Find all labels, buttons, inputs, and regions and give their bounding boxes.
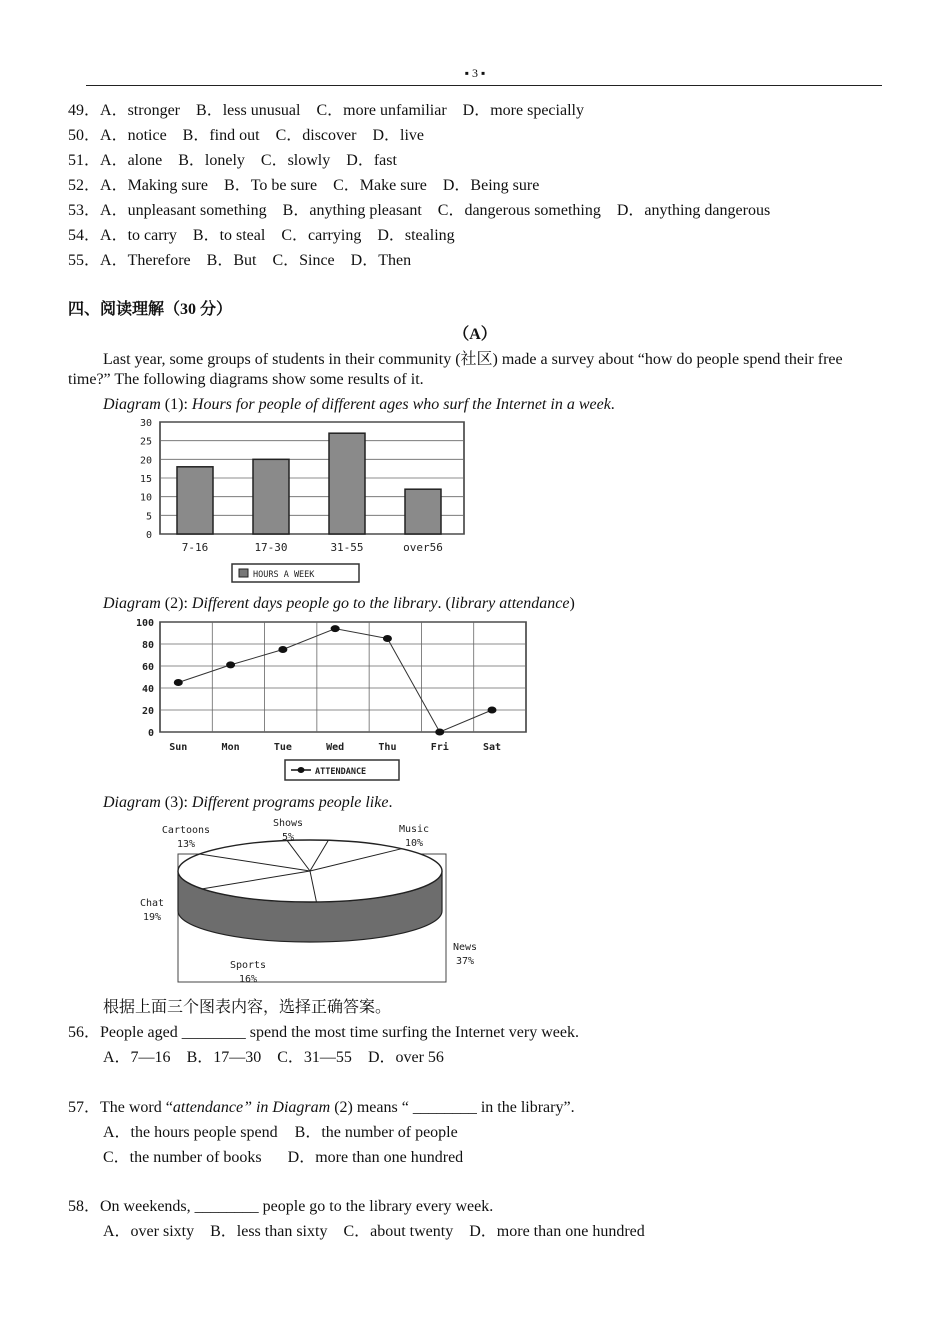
- data-point: [488, 707, 497, 714]
- slice-label: Shows: [272, 818, 304, 829]
- plot-frame: [160, 622, 526, 732]
- cloze-number: 51．: [68, 152, 101, 169]
- slice-percent: 10%: [404, 838, 424, 849]
- option-b: B．less than sixty: [210, 1223, 328, 1240]
- cloze-option: A．stronger: [100, 102, 181, 119]
- cloze-option: D．Being sure: [442, 177, 540, 194]
- cloze-option: A．notice: [100, 127, 167, 144]
- question-58-options: [103, 1218, 645, 1241]
- caption-end: .: [610, 396, 615, 413]
- cloze-option: A．to carry: [100, 227, 177, 244]
- cloze-row: [68, 147, 397, 170]
- data-point: [331, 625, 340, 632]
- section-title: 四、阅读理解（30 分）: [68, 301, 233, 318]
- page-number: ▪ 3 ▪: [464, 66, 486, 80]
- legend-marker: [298, 767, 305, 773]
- option-c: C．31—55: [277, 1049, 352, 1066]
- option-b: B．17—30: [186, 1049, 262, 1066]
- y-tick-label: 20: [139, 455, 152, 467]
- header-rule: [86, 85, 882, 86]
- option-a: A．7—16: [103, 1049, 171, 1066]
- cloze-option: D．stealing: [377, 227, 455, 244]
- x-tick-label: over56: [403, 541, 443, 554]
- caption-text: Different programs people like: [191, 794, 389, 811]
- option-d: D．more than one hundred: [287, 1149, 464, 1166]
- question-56: 56．People aged ________ spend the most time surfing the Internet very week.: [68, 1024, 579, 1041]
- y-tick-label: 10: [139, 492, 152, 504]
- bar: [405, 489, 441, 534]
- cloze-number: 52．: [68, 177, 101, 194]
- cloze-option: A．unpleasant something: [100, 202, 267, 219]
- cloze-number: 55．: [68, 252, 101, 269]
- bar: [177, 467, 213, 534]
- cloze-option: C．discover: [275, 127, 357, 144]
- x-tick-label: 7-16: [181, 541, 209, 554]
- passage-line-2: time?” The following diagrams show some results of it.: [68, 371, 424, 388]
- option-a: A．the hours people spend: [103, 1124, 278, 1141]
- y-tick-label: 5: [145, 511, 152, 523]
- cloze-option: B．But: [206, 252, 257, 269]
- y-tick-label: 0: [147, 728, 154, 739]
- y-tick-label: 25: [139, 436, 152, 448]
- cloze-number: 49．: [68, 102, 101, 119]
- x-tick-label: Wed: [326, 742, 345, 753]
- cloze-row: [68, 247, 411, 270]
- y-tick-label: 0: [145, 530, 152, 541]
- option-b: B．the number of people: [294, 1124, 458, 1141]
- question-57-options-row1: [103, 1119, 458, 1142]
- stem-part: (2) means “ ________ in the library”.: [330, 1099, 575, 1116]
- caption-mid: . (: [437, 595, 451, 612]
- data-point: [435, 729, 444, 736]
- cloze-number: 54．: [68, 227, 101, 244]
- cloze-option: A．Making sure: [100, 177, 209, 194]
- caption-text: Different days people go to the library: [191, 595, 438, 612]
- x-tick-label: Sun: [169, 742, 188, 753]
- x-tick-label: Tue: [273, 742, 292, 753]
- y-tick-label: 80: [141, 640, 154, 651]
- x-tick-label: Fri: [430, 742, 449, 753]
- cloze-option: C．dangerous something: [437, 202, 601, 219]
- slice-percent: 16%: [238, 974, 258, 985]
- slice-label: Music: [398, 824, 430, 835]
- bar-chart: [130, 416, 475, 588]
- cloze-option: B．lonely: [178, 152, 245, 169]
- caption-number: (2):: [160, 595, 192, 612]
- question-58: 58．On weekends, ________ people go to the library every week.: [68, 1198, 494, 1215]
- slice-label: Sports: [229, 960, 267, 971]
- cloze-row: [68, 197, 770, 220]
- caption-diagram-1: [103, 396, 615, 414]
- cloze-option: C．slowly: [260, 152, 331, 169]
- y-tick-label: 40: [141, 684, 154, 695]
- cloze-row: [68, 122, 424, 145]
- x-tick-label: Sat: [482, 742, 502, 753]
- caption-number: (3):: [160, 794, 192, 811]
- option-c: C．about twenty: [343, 1223, 454, 1240]
- cloze-option: C．carrying: [281, 227, 362, 244]
- slice-label: News: [452, 942, 478, 953]
- cloze-option: C．Since: [272, 252, 335, 269]
- data-point: [174, 679, 183, 686]
- legend-label: HOURS A WEEK: [253, 570, 315, 580]
- option-c: C．the number of books: [103, 1149, 262, 1166]
- question-57: [68, 1094, 575, 1117]
- caption-text-2: library attendance: [450, 595, 570, 612]
- y-tick-label: 15: [139, 474, 152, 485]
- cloze-option: C．more unfamiliar: [316, 102, 447, 119]
- x-tick-label: 17-30: [254, 541, 288, 554]
- stem-keyword: attendance: [172, 1099, 244, 1116]
- caption-end: ): [569, 595, 575, 612]
- cloze-option: A．alone: [100, 152, 163, 169]
- caption-end: .: [388, 794, 393, 811]
- y-tick-label: 20: [141, 706, 154, 717]
- data-point: [226, 661, 235, 668]
- y-tick-label: 30: [139, 418, 152, 429]
- slice-percent: 37%: [455, 956, 475, 967]
- cloze-option: B．anything pleasant: [282, 202, 422, 219]
- slice-percent: 13%: [176, 839, 196, 850]
- cloze-row: [68, 172, 539, 195]
- data-point: [383, 635, 392, 642]
- legend-swatch: [239, 569, 248, 577]
- line-chart: [130, 616, 540, 786]
- passage-line-1: Last year, some groups of students in their community (社区) made a survey about “how do people spend their free: [103, 351, 843, 368]
- option-d: D．over 56: [367, 1049, 444, 1066]
- cloze-option: B．to steal: [192, 227, 266, 244]
- cloze-option: D．anything dangerous: [616, 202, 771, 219]
- caption-label: Diagram: [103, 595, 161, 612]
- section-subtitle: （A）: [453, 326, 497, 343]
- x-tick-label: Thu: [378, 742, 397, 753]
- slice-label: Chat: [139, 898, 165, 909]
- caption-text: Hours for people of different ages who surf the Internet in a week: [191, 396, 611, 413]
- bar: [329, 433, 365, 534]
- cloze-option: D．Then: [350, 252, 412, 269]
- cloze-option: C．Make sure: [333, 177, 427, 194]
- slice-percent: 19%: [142, 912, 162, 923]
- stem-part: ” in Diagram: [243, 1099, 331, 1116]
- cloze-option: B．less unusual: [196, 102, 301, 119]
- cloze-number: 50．: [68, 127, 101, 144]
- caption-label: Diagram: [103, 396, 161, 413]
- question-57-options-row2: [103, 1144, 463, 1167]
- data-point: [278, 646, 287, 653]
- cloze-option: B．To be sure: [224, 177, 318, 194]
- caption-diagram-3: [103, 794, 392, 812]
- cloze-option: B．find out: [182, 127, 260, 144]
- caption-label: Diagram: [103, 794, 161, 811]
- slice-percent: 5%: [281, 832, 295, 843]
- x-tick-label: Mon: [221, 742, 240, 753]
- cloze-number: 53．: [68, 202, 101, 219]
- cloze-row: [68, 222, 455, 245]
- cloze-option: D．fast: [346, 152, 397, 169]
- slice-label: Cartoons: [161, 825, 211, 836]
- caption-diagram-2: [103, 595, 575, 613]
- cloze-option: D．live: [372, 127, 425, 144]
- caption-number: (1):: [160, 396, 192, 413]
- option-d: D．more than one hundred: [469, 1223, 645, 1240]
- option-a: A．over sixty: [103, 1223, 195, 1240]
- x-tick-label: 31-55: [330, 541, 364, 554]
- pie-chart: [130, 814, 500, 994]
- cloze-row: [68, 97, 584, 120]
- cloze-option: A．Therefore: [100, 252, 191, 269]
- question-56-options: [103, 1044, 444, 1067]
- bar: [253, 459, 289, 534]
- stem-part: 57．The word “: [68, 1099, 173, 1116]
- instruction: 根据上面三个图表内容，选择正确答案。: [103, 999, 392, 1016]
- y-tick-label: 100: [135, 618, 154, 629]
- legend-label: ATTENDANCE: [315, 767, 367, 777]
- cloze-option: D．more specially: [462, 102, 584, 119]
- y-tick-label: 60: [141, 662, 154, 673]
